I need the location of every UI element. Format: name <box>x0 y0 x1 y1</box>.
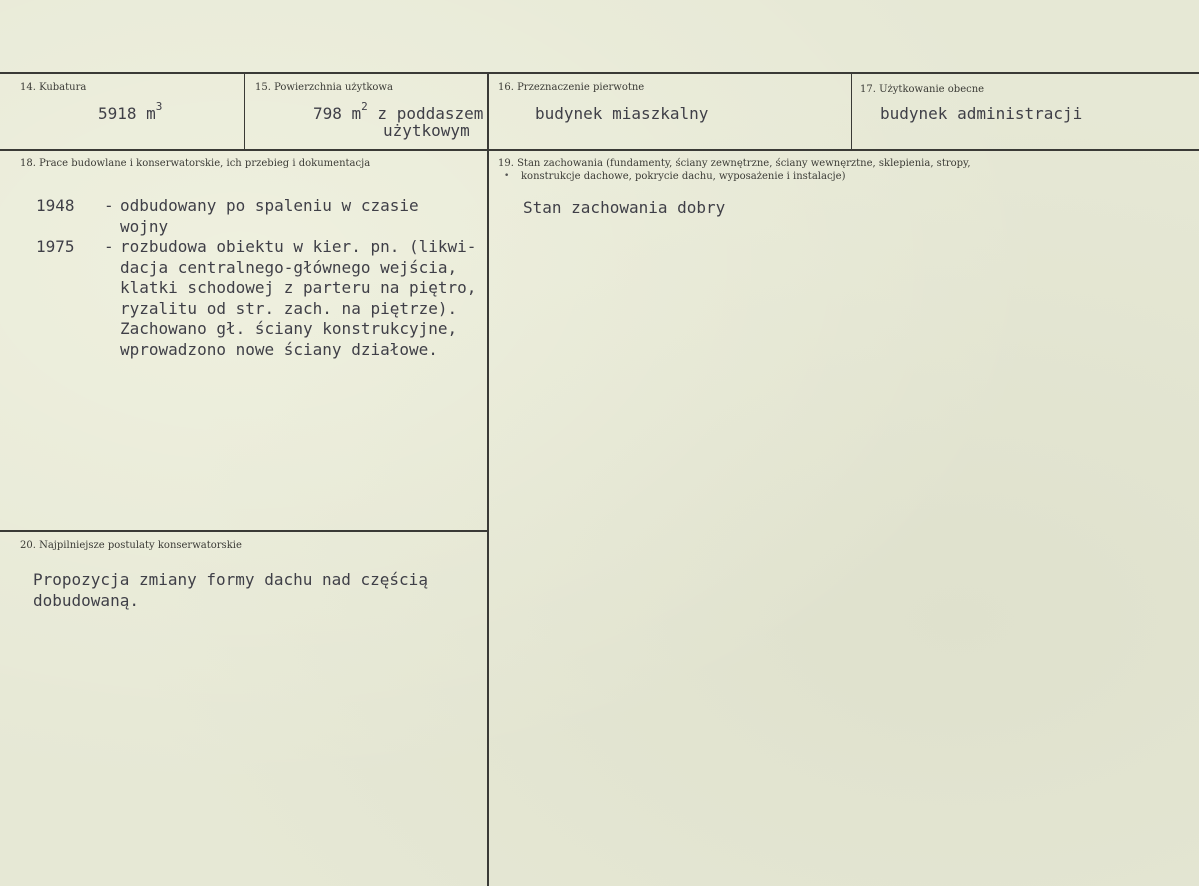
field-20-line-2: dobudowaną. <box>33 590 139 610</box>
entry-text: wprowadzono nowe ściany działowe. <box>120 339 438 359</box>
field-15-label: 15. Powierzchnia użytkowa <box>255 82 393 93</box>
entry-1975-line-4 <box>36 299 476 320</box>
field-15-number: 798 m <box>313 104 362 123</box>
field-20-line-1: Propozycja zmiany formy dachu nad częścią <box>33 570 428 589</box>
entry-text: wojny <box>120 216 169 236</box>
field-19-label: 19. Stan zachowania (fundamenty, ściany zewnętrzne, ściany wewnęrztne, sklepienia, stropy, <box>498 158 971 169</box>
entry-text: klatki schodowej z parteru na piętro, <box>120 278 477 297</box>
divider-18-20 <box>0 530 488 532</box>
entry-text: odbudowany po spaleniu w czasie <box>120 196 419 215</box>
field-16-value: budynek miaszkalny <box>535 104 709 123</box>
entry-1975 <box>36 237 476 360</box>
field-14-label: 14. Kubatura <box>20 82 87 93</box>
entry-year: 1975 <box>36 237 75 256</box>
field-20-value <box>33 570 428 611</box>
field-14-value <box>98 100 163 124</box>
field-15-suffix: z poddaszem <box>367 104 484 123</box>
field-19-label-line2: konstrukcje dachowe, pokrycie dachu, wyposażenie i instalacje) <box>521 171 846 182</box>
field-19-bullet: • <box>504 171 510 181</box>
entry-text: rozbudowa obiektu w kier. pn. (likwi- <box>120 237 477 256</box>
entry-1948 <box>36 196 476 237</box>
divider-14-15 <box>244 73 245 150</box>
entry-1975-line-3 <box>36 278 476 299</box>
field-17-value: budynek administracji <box>880 104 1083 123</box>
entry-1948-line-1: 1948 - odbudowany po spaleniu w czasie <box>36 196 419 215</box>
entry-1975-line-5 <box>36 319 476 340</box>
entry-1975-line-1: 1975 - rozbudowa obiektu w kier. pn. (likwi- <box>36 237 477 256</box>
field-18-label: 18. Prace budowlane i konserwatorskie, ich przebieg i dokumentacja <box>20 158 371 169</box>
field-16-label: 16. Przeznaczenie pierwotne <box>498 82 645 93</box>
top-rule <box>0 72 1199 74</box>
entry-1975-line-2 <box>36 258 476 279</box>
field-20-label: 20. Najpilniejsze postulaty konserwatorskie <box>20 540 242 551</box>
header-row-rule <box>0 149 1199 151</box>
entry-text: ryzalitu od str. zach. na piętrze). <box>120 298 458 318</box>
field-14-exponent: 3 <box>155 100 163 113</box>
divider-15-16 <box>487 73 489 886</box>
entry-year: 1948 <box>36 196 75 215</box>
field-17-label: 17. Użytkowanie obecne <box>860 84 985 95</box>
entry-text: dacja centralnego-głównego wejścia, <box>120 257 458 277</box>
entry-text: Zachowano gł. ściany konstrukcyjne, <box>120 319 458 338</box>
divider-16-17 <box>851 73 852 150</box>
field-19-value: Stan zachowania dobry <box>523 198 726 217</box>
entry-1948-line-2 <box>36 217 476 238</box>
field-15-exponent: 2 <box>361 100 368 113</box>
field-18-entries <box>36 196 476 360</box>
field-15-value-line2: użytkowym <box>383 121 470 140</box>
entry-1975-line-6 <box>36 340 476 361</box>
field-14-number: 5918 m <box>98 104 156 123</box>
